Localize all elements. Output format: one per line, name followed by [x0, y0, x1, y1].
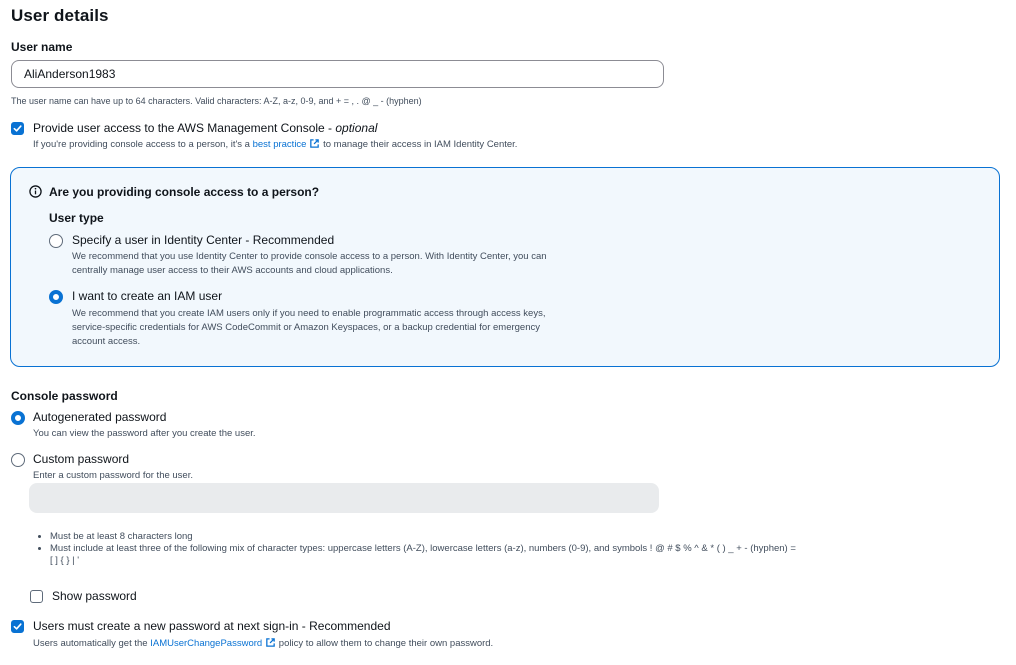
optional-tag: optional: [335, 121, 378, 135]
iam-user-desc: [72, 307, 545, 349]
identity-center-desc-line2: centrally manage user access to their AWS accounts and cloud applications.: [72, 265, 393, 276]
reset-password-checkbox[interactable]: [11, 620, 24, 633]
password-requirements: [38, 531, 1015, 567]
iam-user-desc-line3: account access.: [72, 336, 141, 347]
section-title: User details: [11, 6, 109, 25]
identity-center-label: Specify a user in Identity Center - Recommended: [72, 233, 335, 247]
console-access-checkbox[interactable]: [11, 122, 24, 135]
reset-password-desc: [33, 637, 493, 651]
console-password-label: Console password: [11, 389, 118, 403]
requirement-item: • Must be at least 8 characters long: [50, 531, 1015, 543]
requirement-item: [ ] { } | ': [50, 555, 80, 566]
custom-password-radio[interactable]: [11, 453, 25, 467]
external-link-icon[interactable]: [309, 138, 320, 149]
custom-password-input[interactable]: [29, 483, 659, 513]
user-type-label: User type: [49, 211, 104, 225]
iam-user-change-password-link[interactable]: IAMUserChangePassword: [150, 638, 263, 649]
console-access-label-text: Provide user access to the AWS Management Console -: [33, 121, 336, 135]
check-icon: [13, 124, 22, 133]
requirement-item: • Must include at least three of the following mix of character types: uppercase letters (A-Z), lowercase letters (a-z), numbers (0-9), and symbols ! @ # $ % ^ & * ( ) _ + - (hyphen) =: [50, 543, 1015, 555]
info-box-title: Are you providing console access to a person?: [49, 185, 320, 199]
user-name-value: AliAnderson1983: [24, 67, 116, 81]
reset-password-label: Users must create a new password at next sign-in - Recommended: [33, 619, 391, 633]
custom-password-label: Custom password: [33, 452, 130, 466]
external-link-icon[interactable]: [265, 637, 276, 648]
console-access-desc-before: If you're providing console access to a person, it's a: [33, 139, 253, 150]
check-icon: [13, 622, 22, 631]
autogenerated-password-desc: You can view the password after you create the user.: [33, 428, 256, 439]
autogenerated-password-label: Autogenerated password: [33, 410, 167, 424]
info-icon: [29, 185, 42, 198]
identity-center-desc: [72, 250, 547, 278]
reset-password-desc-before: Users automatically get the: [33, 638, 151, 649]
console-access-desc: [33, 138, 517, 152]
console-access-label: [33, 121, 377, 135]
console-access-desc-after: to manage their access in IAM Identity Center.: [320, 139, 518, 150]
user-name-input[interactable]: [11, 60, 664, 88]
autogenerated-password-radio[interactable]: [11, 411, 25, 425]
custom-password-desc: Enter a custom password for the user.: [33, 470, 193, 481]
identity-center-desc-line1: We recommend that you use Identity Center to provide console access to a person. With Identity Center, you can: [72, 251, 547, 262]
best-practice-link[interactable]: best practice: [252, 139, 307, 150]
iam-user-desc-line1: We recommend that you create IAM users only if you need to enable programmatic access through access keys,: [72, 308, 546, 319]
show-password-checkbox[interactable]: [30, 590, 43, 603]
iam-user-label: I want to create an IAM user: [72, 289, 223, 303]
user-name-hint: The user name can have up to 64 characters. Valid characters: A-Z, a-z, 0-9, and + = , . @ _ - (hyphen): [11, 96, 422, 106]
show-password-label: Show password: [52, 589, 137, 603]
iam-user-desc-line2: service-specific credentials for AWS CodeCommit or Amazon Keyspaces, or a backup credential for emergency: [72, 322, 540, 333]
reset-password-desc-after: policy to allow them to change their own password.: [276, 638, 494, 649]
user-name-label: User name: [11, 40, 73, 54]
identity-center-radio[interactable]: [49, 234, 63, 248]
iam-user-radio[interactable]: [49, 290, 63, 304]
